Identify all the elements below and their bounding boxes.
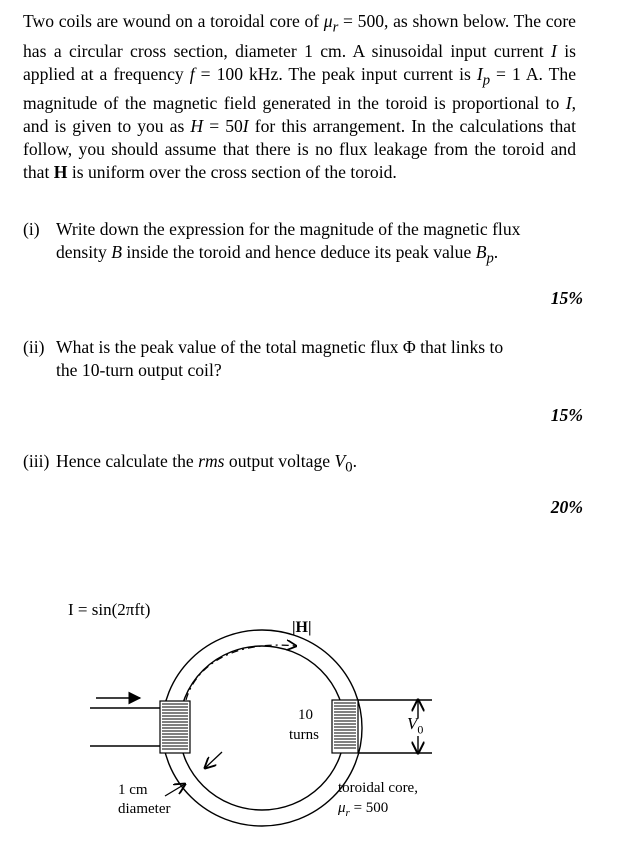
core-label-line1: toroidal core, — [338, 780, 418, 796]
input-current-label: I = sin(2πft) — [68, 600, 151, 619]
question-ii: (ii) What is the peak value of the total magnetic flux Φ that links to the 10-turn output coil? — [23, 337, 504, 380]
diameter-arrow-outer — [165, 784, 185, 796]
question-number: (i) — [23, 219, 40, 239]
marks-ii: 15% — [550, 405, 583, 425]
turns-label: turns — [289, 727, 319, 743]
field-magnitude-label: |H| — [292, 619, 312, 636]
input-coil — [160, 701, 190, 753]
marks-iii: 20% — [550, 497, 583, 517]
core-label-line2: $\mu_r = 500$ — [338, 800, 389, 819]
marks-i: 15% — [550, 288, 583, 308]
output-coil — [332, 700, 358, 753]
diameter-label-line1: 1 cm — [118, 782, 148, 798]
problem-statement: Two coils are wound on a toroidal core of $\mu_r = 500$, as shown below. The core has a circular cross section, diameter 1 cm. A sinusoidal input current I is applied at a frequency f = 100 kHz. The peak input current is $I_p = 1$ A. The magnitude of the magnetic field generated in the toroid is proportional to I, and is given to you as H = 50I for this arrangement. In the calculations that follow, you should assume that there is no flux leakage from the toroid and that H is uniform over the cross section of the toroid. — [23, 11, 577, 183]
diameter-label-line2: diameter — [118, 801, 171, 817]
question-number: (ii) — [23, 337, 45, 357]
question-i: (i) Write down the expression for the magnitude of the magnetic flux density B inside the toroid and hence deduce its peak value $B_p$. — [23, 219, 521, 267]
output-voltage-label: $V_0$ — [407, 714, 424, 737]
turns-count: 10 — [298, 707, 313, 723]
question-iii: (iii) Hence calculate the rms output voltage $V_0$. — [23, 451, 357, 476]
diameter-arrow-inner — [205, 752, 222, 768]
question-number: (iii) — [23, 451, 50, 471]
field-line — [186, 645, 296, 700]
